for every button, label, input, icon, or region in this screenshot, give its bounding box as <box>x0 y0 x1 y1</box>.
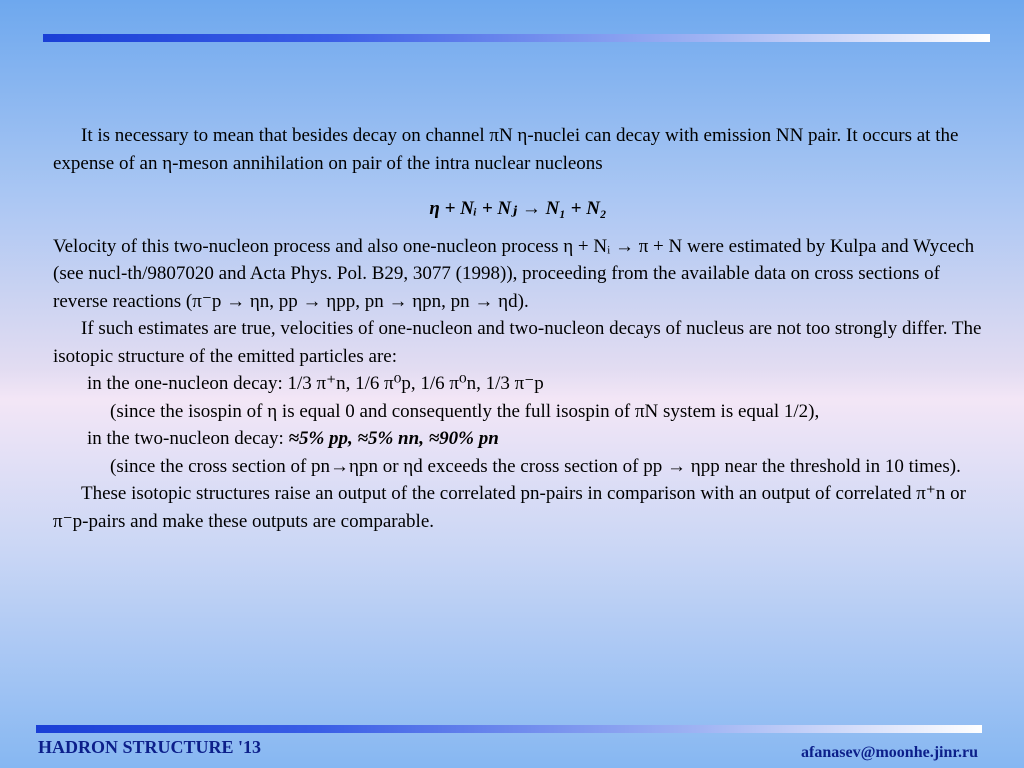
two-nucleon-decay-line <box>53 425 983 453</box>
isospin-note: (since the isospin of η is equal 0 and consequently the full isospin of πN system is equal 1/2), <box>110 400 820 422</box>
velocity-paragraph: Velocity of this two-nucleon process and also one-nucleon process η + Nᵢ → π + N were estimated by Kulpa and Wycech (see nucl-th/9807020 and Acta Phys. Pol. B29, 3077 (1998)), proceeding from the available data on cross sections of reverse reactions (π⁻p → ηn, pp → ηpp, pn → ηpn, pn → ηd). <box>53 235 975 312</box>
two-nucleon-fractions: ≈5% pp, ≈5% nn, ≈90% pn <box>288 428 499 449</box>
two-nucleon-prefix: in the two-nucleon decay: <box>87 428 289 449</box>
slide-body <box>53 122 983 535</box>
cross-section-note: (since the cross section of pn→ηpn or ηd exceeds the cross section of pp → ηpp near the threshold in 10 times). <box>110 455 961 477</box>
author-email: afanasev@moonhe.jinr.ru <box>801 744 978 761</box>
bottom-divider-bar <box>36 725 982 733</box>
conference-title: HADRON STRUCTURE '13 <box>38 737 262 757</box>
intro-paragraph: It is necessary to mean that besides decay on channel πN η-nuclei can decay with emission NN pair. It occurs at the expense of an η-meson annihilation on pair of the intra nuclear nucleons <box>53 125 959 174</box>
reaction-formula: η + Nᵢ + Nⱼ → N₁ + N₂ <box>429 198 607 219</box>
one-nucleon-decay-line: in the one-nucleon decay: 1/3 π⁺n, 1/6 π⁰p, 1/6 π⁰n, 1/3 π⁻p <box>87 373 544 394</box>
top-divider-bar <box>43 34 990 42</box>
estimates-paragraph: If such estimates are true, velocities of one-nucleon and two-nucleon decays of nucleus are not too strongly differ. The isotopic structure of the emitted particles are: <box>53 318 982 367</box>
conclusion-paragraph: These isotopic structures raise an output of the correlated pn-pairs in comparison with an output of correlated π⁺n or π⁻p-pairs and make these outputs are comparable. <box>53 483 966 532</box>
